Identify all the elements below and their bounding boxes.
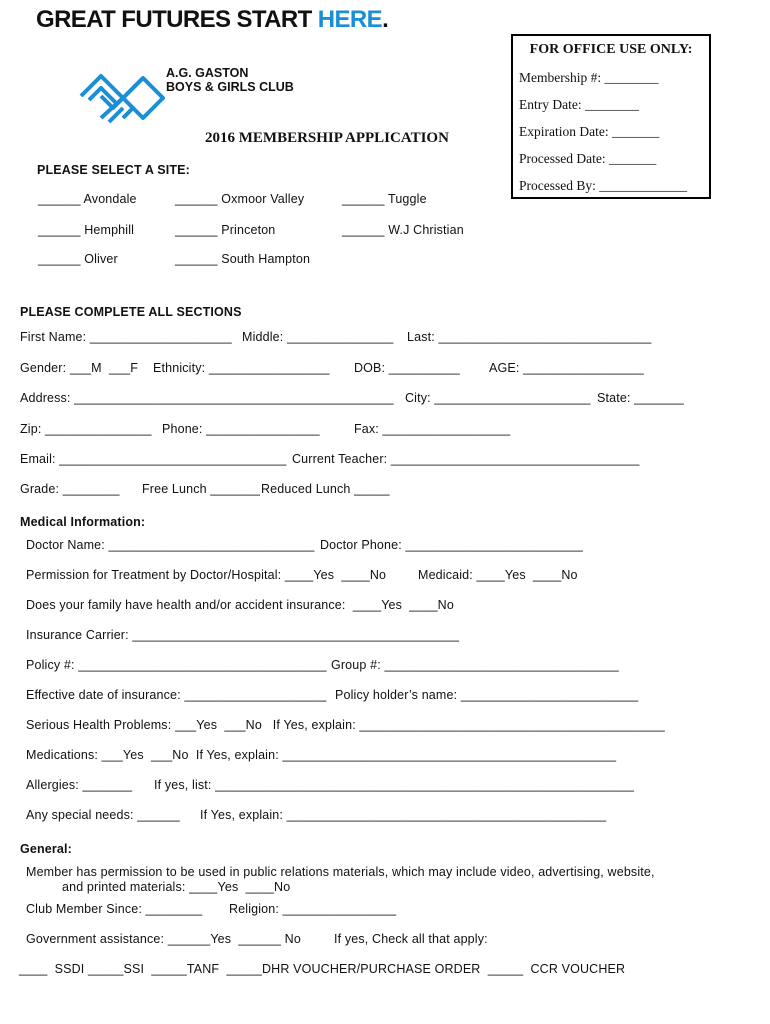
medications-field[interactable]: Medications: ___Yes ___No If Yes, explain: _______________________________________________ bbox=[26, 748, 617, 762]
site-oxmoor-valley[interactable]: ______ Oxmoor Valley bbox=[175, 192, 305, 206]
headline-accent: HERE bbox=[317, 6, 383, 33]
allergies-list-field[interactable]: If yes, list: ___________________________________________________________ bbox=[154, 778, 635, 792]
site-wj-christian[interactable]: ______ W.J Christian bbox=[342, 223, 464, 237]
last-name-field[interactable]: Last: ______________________________ bbox=[407, 330, 652, 344]
gender-field[interactable]: Gender: ___M ___F bbox=[20, 361, 139, 375]
site-hemphill[interactable]: ______ Hemphill bbox=[38, 223, 135, 237]
form-title: 2016 MEMBERSHIP APPLICATION bbox=[205, 130, 449, 146]
medical-heading: Medical Information: bbox=[20, 515, 146, 529]
membership-number-field: Membership #: ________ bbox=[519, 70, 659, 85]
general-heading: General: bbox=[20, 842, 72, 856]
email-field[interactable]: Email: ________________________________ bbox=[20, 452, 287, 466]
processed-date-field: Processed Date: _______ bbox=[519, 151, 657, 166]
club-logo-icon bbox=[70, 52, 156, 108]
dob-field[interactable]: DOB: __________ bbox=[354, 361, 460, 375]
city-field[interactable]: City: ______________________ bbox=[405, 391, 591, 405]
headline-end: . bbox=[382, 6, 389, 33]
processed-by-field: Processed By: _____________ bbox=[519, 178, 687, 193]
special-needs-field[interactable]: Any special needs: ______ bbox=[26, 808, 180, 822]
fax-field[interactable]: Fax: __________________ bbox=[354, 422, 511, 436]
age-field[interactable]: AGE: _________________ bbox=[489, 361, 644, 375]
headline-main: GREAT FUTURES START bbox=[36, 6, 318, 33]
media-permission-field[interactable]: and printed materials: ____Yes ____No bbox=[62, 880, 291, 894]
group-number-field[interactable]: Group #: _________________________________ bbox=[331, 658, 619, 672]
insurance-carrier-field[interactable]: Insurance Carrier: ______________________________________________ bbox=[26, 628, 460, 642]
government-assistance-field[interactable]: Government assistance: ______Yes ______ No bbox=[26, 932, 301, 946]
insurance-field[interactable]: Does your family have health and/or accident insurance: ____Yes ____No bbox=[26, 598, 454, 612]
policy-holder-field[interactable]: Policy holder’s name: _________________________ bbox=[335, 688, 639, 702]
assistance-programs-field[interactable]: ____ SSDI _____SSI _____TANF _____DHR VOUCHER/PURCHASE ORDER _____ CCR VOUCHER bbox=[19, 962, 626, 976]
entry-date-field: Entry Date: ________ bbox=[519, 97, 639, 112]
check-all-label: If yes, Check all that apply: bbox=[334, 932, 488, 946]
site-oliver[interactable]: ______ Oliver bbox=[38, 252, 118, 266]
medicaid-field[interactable]: Medicaid: ____Yes ____No bbox=[418, 568, 578, 582]
club-since-field[interactable]: Club Member Since: ________ bbox=[26, 902, 203, 916]
state-field[interactable]: State: _______ bbox=[597, 391, 684, 405]
grade-field[interactable]: Grade: ________ bbox=[20, 482, 120, 496]
middle-name-field[interactable]: Middle: _______________ bbox=[242, 330, 394, 344]
expiration-date-field: Expiration Date: _______ bbox=[519, 124, 660, 139]
media-permission-text: Member has permission to be used in public relations materials, which may include video, advertising, website, bbox=[26, 865, 655, 879]
serious-health-field[interactable]: Serious Health Problems: ___Yes ___No If Yes, explain: ___________________________________________ bbox=[26, 718, 665, 732]
office-use-box bbox=[511, 34, 711, 199]
org-name-line2: BOYS & GIRLS CLUB bbox=[166, 80, 294, 94]
special-needs-explain-field[interactable]: If Yes, explain: _____________________________________________ bbox=[200, 808, 607, 822]
current-teacher-field[interactable]: Current Teacher: ___________________________________ bbox=[292, 452, 640, 466]
org-name bbox=[166, 66, 294, 94]
treatment-permission-field[interactable]: Permission for Treatment by Doctor/Hospital: ____Yes ____No bbox=[26, 568, 387, 582]
zip-field[interactable]: Zip: _______________ bbox=[20, 422, 152, 436]
site-tuggle[interactable]: ______ Tuggle bbox=[342, 192, 427, 206]
religion-field[interactable]: Religion: ________________ bbox=[229, 902, 397, 916]
free-lunch-field[interactable]: Free Lunch _______ bbox=[142, 482, 261, 496]
first-name-field[interactable]: First Name: ____________________ bbox=[20, 330, 232, 344]
site-princeton[interactable]: ______ Princeton bbox=[175, 223, 276, 237]
office-use-title: FOR OFFICE USE ONLY: bbox=[529, 42, 693, 57]
phone-field[interactable]: Phone: ________________ bbox=[162, 422, 320, 436]
ethnicity-field[interactable]: Ethnicity: _________________ bbox=[153, 361, 330, 375]
doctor-phone-field[interactable]: Doctor Phone: _________________________ bbox=[320, 538, 584, 552]
site-avondale[interactable]: ______ Avondale bbox=[38, 192, 137, 206]
org-name-line1: A.G. GASTON bbox=[166, 66, 249, 80]
effective-date-field[interactable]: Effective date of insurance: ____________________ bbox=[26, 688, 327, 702]
allergies-field[interactable]: Allergies: _______ bbox=[26, 778, 133, 792]
site-heading: PLEASE SELECT A SITE: bbox=[37, 163, 190, 177]
address-field[interactable]: Address: _____________________________________________ bbox=[20, 391, 394, 405]
headline bbox=[36, 6, 388, 34]
reduced-lunch-field[interactable]: Reduced Lunch _____ bbox=[261, 482, 390, 496]
site-south-hampton[interactable]: ______ South Hampton bbox=[175, 252, 311, 266]
complete-heading: PLEASE COMPLETE ALL SECTIONS bbox=[20, 305, 242, 319]
policy-number-field[interactable]: Policy #: ___________________________________ bbox=[26, 658, 327, 672]
doctor-name-field[interactable]: Doctor Name: _____________________________ bbox=[26, 538, 315, 552]
